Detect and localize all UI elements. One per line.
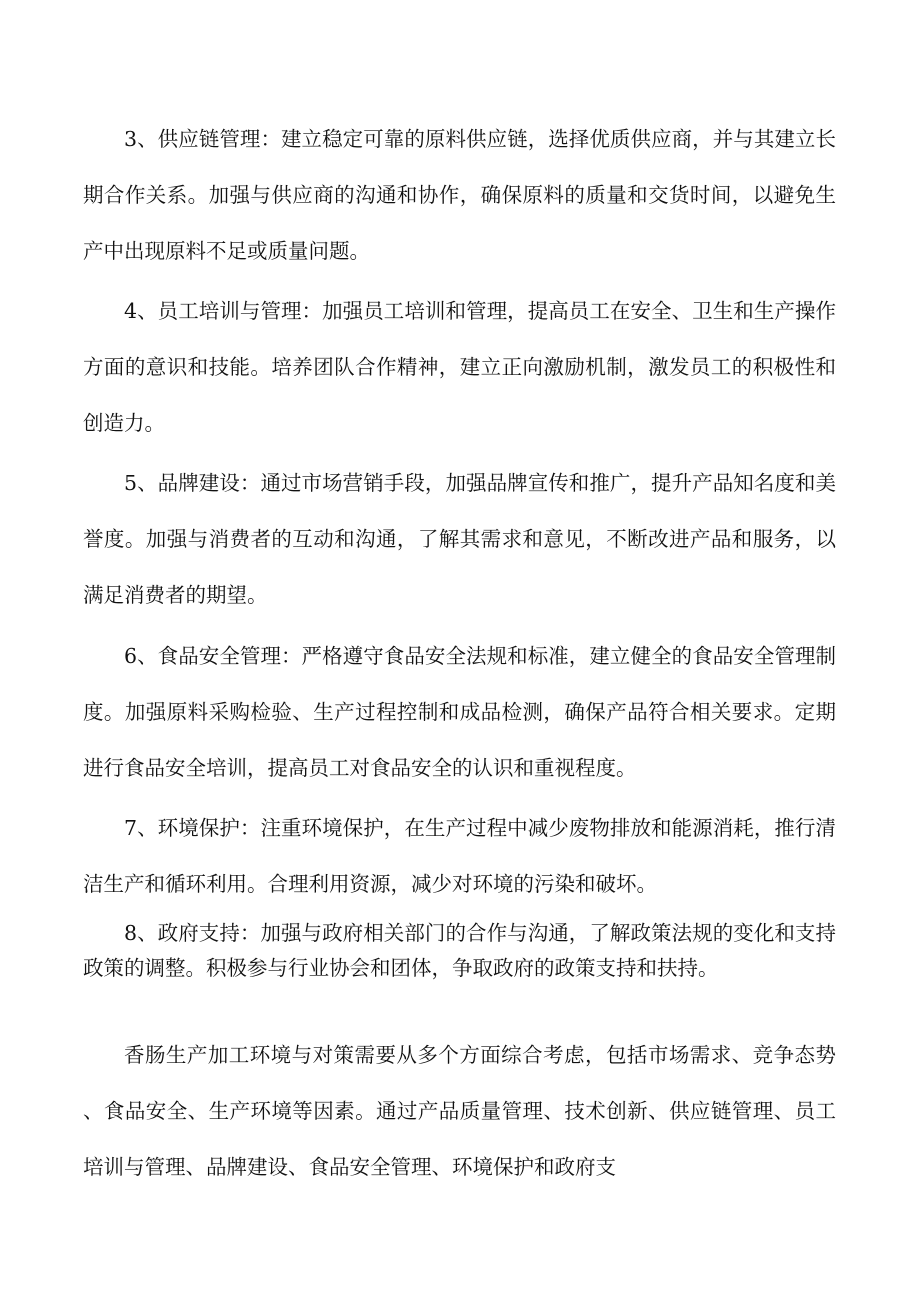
paragraph-summary: 香肠生产加工环境与对策需要从多个方面综合考虑，包括市场需求、竞争态势、食品安全、生产环境等因素。通过产品质量管理、技术创新、供应链管理、员工培训与管理、品牌建设、食品安全管理、环境保护和政府支 <box>83 1043 836 1179</box>
paragraph-staff-training: 4、员工培训与管理：加强员工培训和管理，提高员工在安全、卫生和生产操作方面的意识和技能。培养团队合作精神，建立正向激励机制，激发员工的积极性和创造力。 <box>83 299 836 435</box>
paragraph-brand-building: 5、品牌建设：通过市场营销手段，加强品牌宣传和推广，提升产品知名度和美誉度。加强与消费者的互动和沟通，了解其需求和意见，不断改进产品和服务，以满足消费者的期望。 <box>83 471 836 607</box>
paragraph-environment: 7、环境保护：注重环境保护，在生产过程中减少废物排放和能源消耗，推行清洁生产和循环利用。合理利用资源，减少对环境的污染和破坏。 <box>83 816 836 896</box>
paragraph-government-support: 8、政府支持：加强与政府相关部门的合作与沟通，了解政策法规的变化和支持政策的调整。积极参与行业协会和团体，争取政府的政策支持和扶持。 <box>83 921 836 980</box>
paragraph-food-safety: 6、食品安全管理：严格遵守食品安全法规和标准，建立健全的食品安全管理制度。加强原料采购检验、生产过程控制和成品检测，确保产品符合相关要求。定期进行食品安全培训，提高员工对食品安全的认识和重视程度。 <box>83 644 836 780</box>
paragraph-supply-chain: 3、供应链管理：建立稳定可靠的原料供应链，选择优质供应商，并与其建立长期合作关系。加强与供应商的沟通和协作，确保原料的质量和交货时间，以避免生产中出现原料不足或质量问题。 <box>83 127 836 263</box>
